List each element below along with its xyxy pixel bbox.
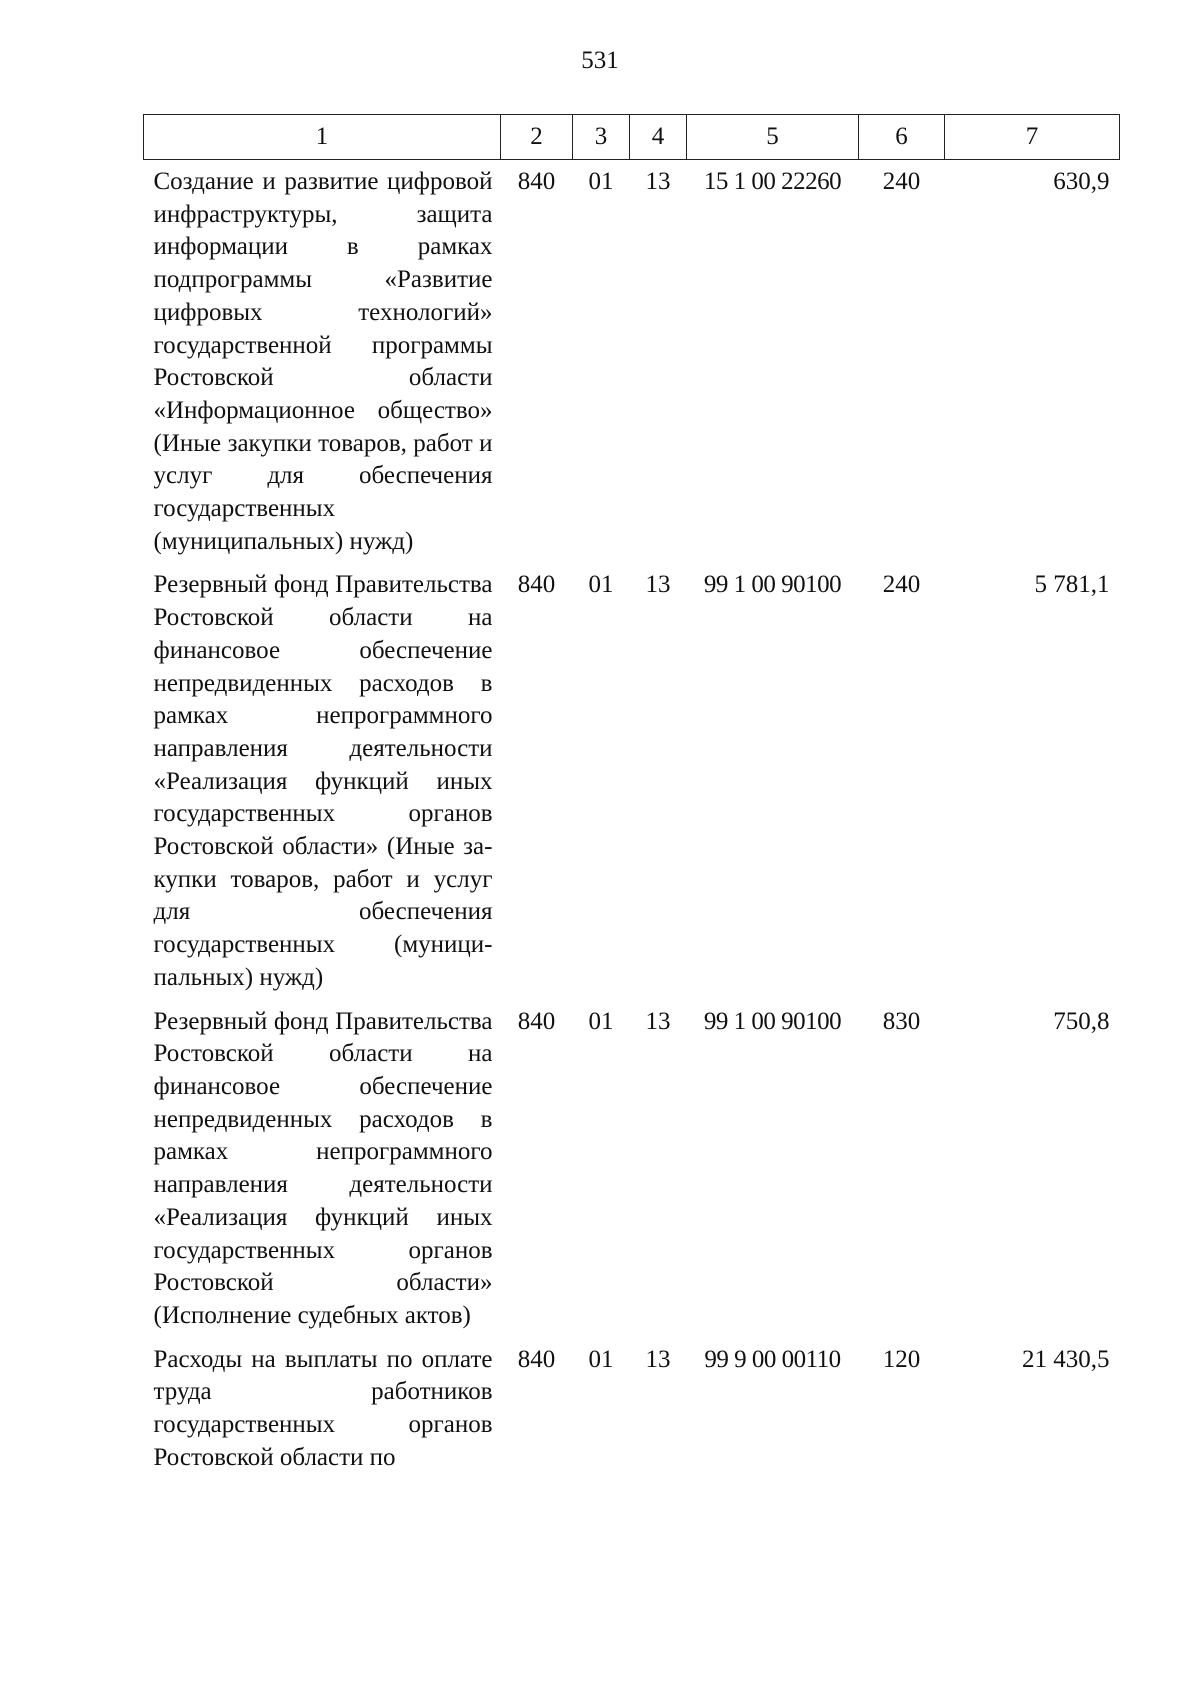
row-description: Резервный фонд Правительства Ростовской области на финансовое обеспечение непредвиденных расходов в рамках непрограммного направления деятельности «Реализация функций иных государственных органов Ростовской области» (Иные закупки товаров, работ и услуг для обеспечения государственных (муниципальных) нужд) xyxy=(153,571,493,991)
cell-col4: 13 xyxy=(645,1007,671,1035)
cell-col6: 240 xyxy=(882,168,921,195)
cell-col3: 01 xyxy=(588,571,614,599)
row-description: Создание и развитие цифровой инфраструктуры, защита информации в рамках подпрограммы «Развитие цифровых технологий» государственной программы Ростовской области «Информационное общество» (Иные закупки товаров, работ и услуг для обеспечения государственных (муниципальных) нужд) xyxy=(153,168,493,555)
row-description: Расходы на выплаты по оплате труда работников государственных органов Ростовской области по xyxy=(153,1345,493,1471)
column-header-3: 3 xyxy=(573,115,630,160)
cell-col7: 750,8 xyxy=(1053,1007,1110,1035)
cell-col5: 99 1 00 90100 xyxy=(703,571,842,599)
budget-table xyxy=(143,114,1120,1485)
header-row xyxy=(144,115,1120,160)
cell-col2: 840 xyxy=(517,1345,556,1373)
column-header-6: 6 xyxy=(859,115,945,160)
cell-col6: 120 xyxy=(882,1345,921,1373)
cell-col7: 5 781,1 xyxy=(1034,571,1110,599)
column-header-4: 4 xyxy=(630,115,687,160)
cell-col5: 99 9 00 00110 xyxy=(704,1345,841,1373)
cell-col6: 240 xyxy=(882,571,921,599)
cell-col3: 01 xyxy=(588,1007,614,1035)
row-description: Резервный фонд Правительства Ростовской области на финансовое обеспечение непредвиденных расходов в рамках непрограммного направления деятельности «Реализация функций иных государственных органов Ростовской области» (Исполнение судебных актов) xyxy=(153,1007,493,1329)
table-row xyxy=(144,569,1120,1005)
cell-col2: 840 xyxy=(517,1007,556,1035)
cell-col3: 01 xyxy=(588,1345,614,1373)
cell-col2: 840 xyxy=(517,571,556,599)
cell-col5: 99 1 00 90100 xyxy=(703,1007,842,1035)
cell-col4: 13 xyxy=(645,1345,671,1373)
cell-col4: 13 xyxy=(645,571,671,599)
cell-col4: 13 xyxy=(645,168,671,195)
column-header-2: 2 xyxy=(501,115,573,160)
cell-col2: 840 xyxy=(517,168,556,195)
table-row xyxy=(144,1344,1120,1486)
table-row xyxy=(144,160,1120,570)
table-row xyxy=(144,1006,1120,1344)
column-header-5: 5 xyxy=(687,115,859,160)
page-number: 531 xyxy=(581,47,619,74)
cell-col7: 630,9 xyxy=(1053,168,1110,195)
cell-col7: 21 430,5 xyxy=(1022,1345,1110,1373)
column-header-1: 1 xyxy=(144,115,501,160)
cell-col3: 01 xyxy=(588,168,614,195)
cell-col6: 830 xyxy=(882,1007,921,1035)
cell-col5: 15 1 00 22260 xyxy=(703,168,842,195)
column-header-7: 7 xyxy=(945,115,1120,160)
